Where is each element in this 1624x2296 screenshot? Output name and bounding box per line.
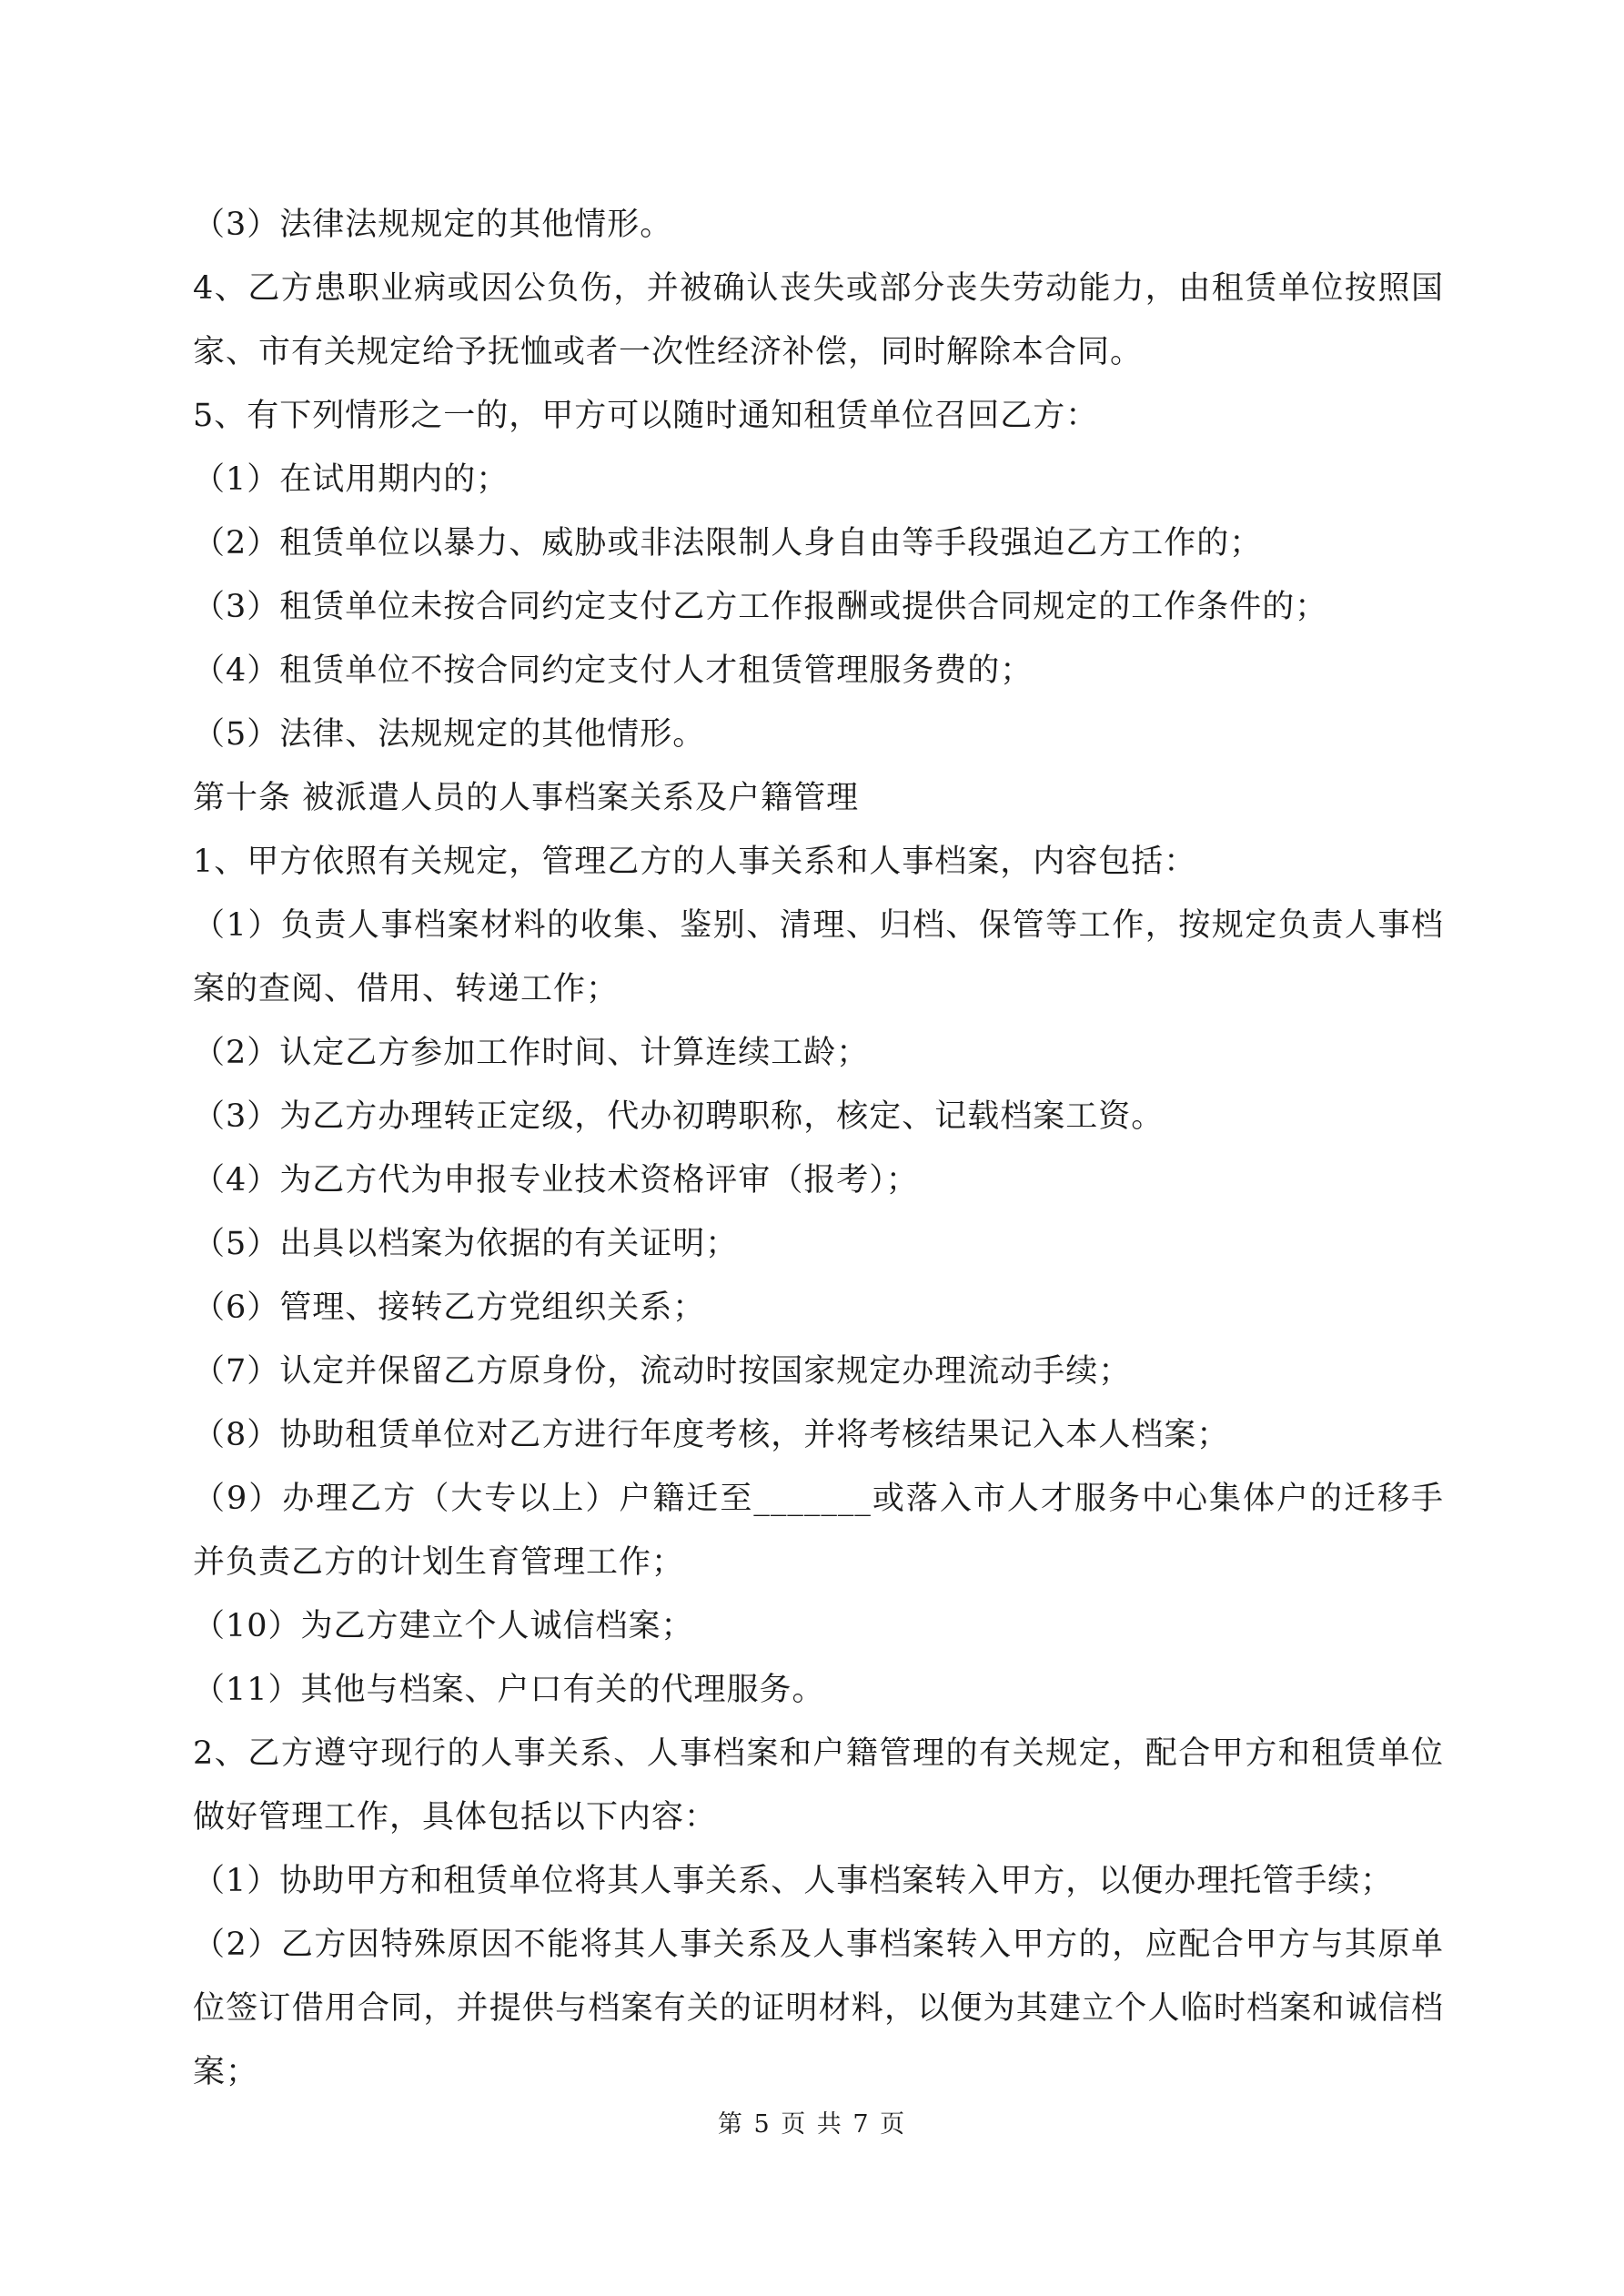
text-line-25: 2、乙方遵守现行的人事关系、人事档案和户籍管理的有关规定，配合甲方和租赁单位 [193,1735,1444,1772]
text-line-22: 并负责乙方的计划生育管理工作； [193,1544,685,1581]
document-body [193,193,1444,2104]
text-line-8: （4）租赁单位不按合同约定支付人才租赁管理服务费的； [193,652,1034,689]
text-line-7: （3）租赁单位未按合同约定支付乙方工作报酬或提供合同规定的工作条件的； [193,589,1328,625]
text-line-2: 4、乙方患职业病或因公负伤，并被确认丧失或部分丧失劳动能力，由租赁单位按照国 [193,270,1444,307]
text-line-20: （8）协助租赁单位对乙方进行年度考核，并将考核结果记入本人档案； [193,1417,1230,1453]
text-line-6: （2）租赁单位以暴力、威胁或非法限制人身自由等手段强迫乙方工作的； [193,525,1263,561]
text-line-5: （1）在试用期内的； [193,461,509,498]
page-number-footer: 第 5 页 共 7 页 [717,2110,907,2139]
text-line-1: （3）法律法规规定的其他情形。 [193,207,673,243]
text-line-15: （3）为乙方办理转正定级，代办初聘职称，核定、记载档案工资。 [193,1098,1165,1135]
text-line-12: （1）负责人事档案材料的收集、鉴别、清理、归档、保管等工作，按规定负责人事档 [193,907,1444,944]
text-line-28: （2）乙方因特殊原因不能将其人事关系及人事档案转入甲方的，应配合甲方与其原单 [193,1927,1444,1963]
text-line-24: （11）其他与档案、户口有关的代理服务。 [193,1672,825,1708]
text-line-23: （10）为乙方建立个人诚信档案； [193,1608,694,1644]
text-line-27: （1）协助甲方和租赁单位将其人事关系、人事档案转入甲方，以便办理托管手续； [193,1863,1394,1899]
text-line-21: （9）办理乙方（大专以上）户籍迁至_______或落入市人才服务中心集体户的迁移手 [193,1481,1444,1517]
text-line-14: （2）认定乙方参加工作时间、计算连续工龄； [193,1035,870,1071]
text-line-19: （7）认定并保留乙方原身份，流动时按国家规定办理流动手续； [193,1353,1132,1390]
text-line-30: 案； [193,2054,259,2090]
text-line-13: 案的查阅、借用、转递工作； [193,971,620,1007]
text-line-18: （6）管理、接转乙方党组织关系； [193,1290,706,1326]
text-line-29: 位签订借用合同，并提供与档案有关的证明材料，以便为其建立个人临时档案和诚信档 [193,1990,1444,2027]
text-line-16: （4）为乙方代为申报专业技术资格评审（报考）； [193,1162,919,1199]
text-line-11: 1、甲方依照有关规定，管理乙方的人事关系和人事档案，内容包括： [193,844,1197,880]
text-line-4: 5、有下列情形之一的，甲方可以随时通知租赁单位召回乙方： [193,398,1099,434]
text-line-17: （5）出具以档案为依据的有关证明； [193,1226,739,1262]
text-line-3: 家、市有关规定给予抚恤或者一次性经济补偿，同时解除本合同。 [193,334,1144,370]
text-line-26: 做好管理工作，具体包括以下内容： [193,1799,718,1836]
text-line-9: （5）法律、法规规定的其他情形。 [193,716,706,753]
section-heading: 第十条 被派遣人员的人事档案关系及户籍管理 [193,780,860,816]
